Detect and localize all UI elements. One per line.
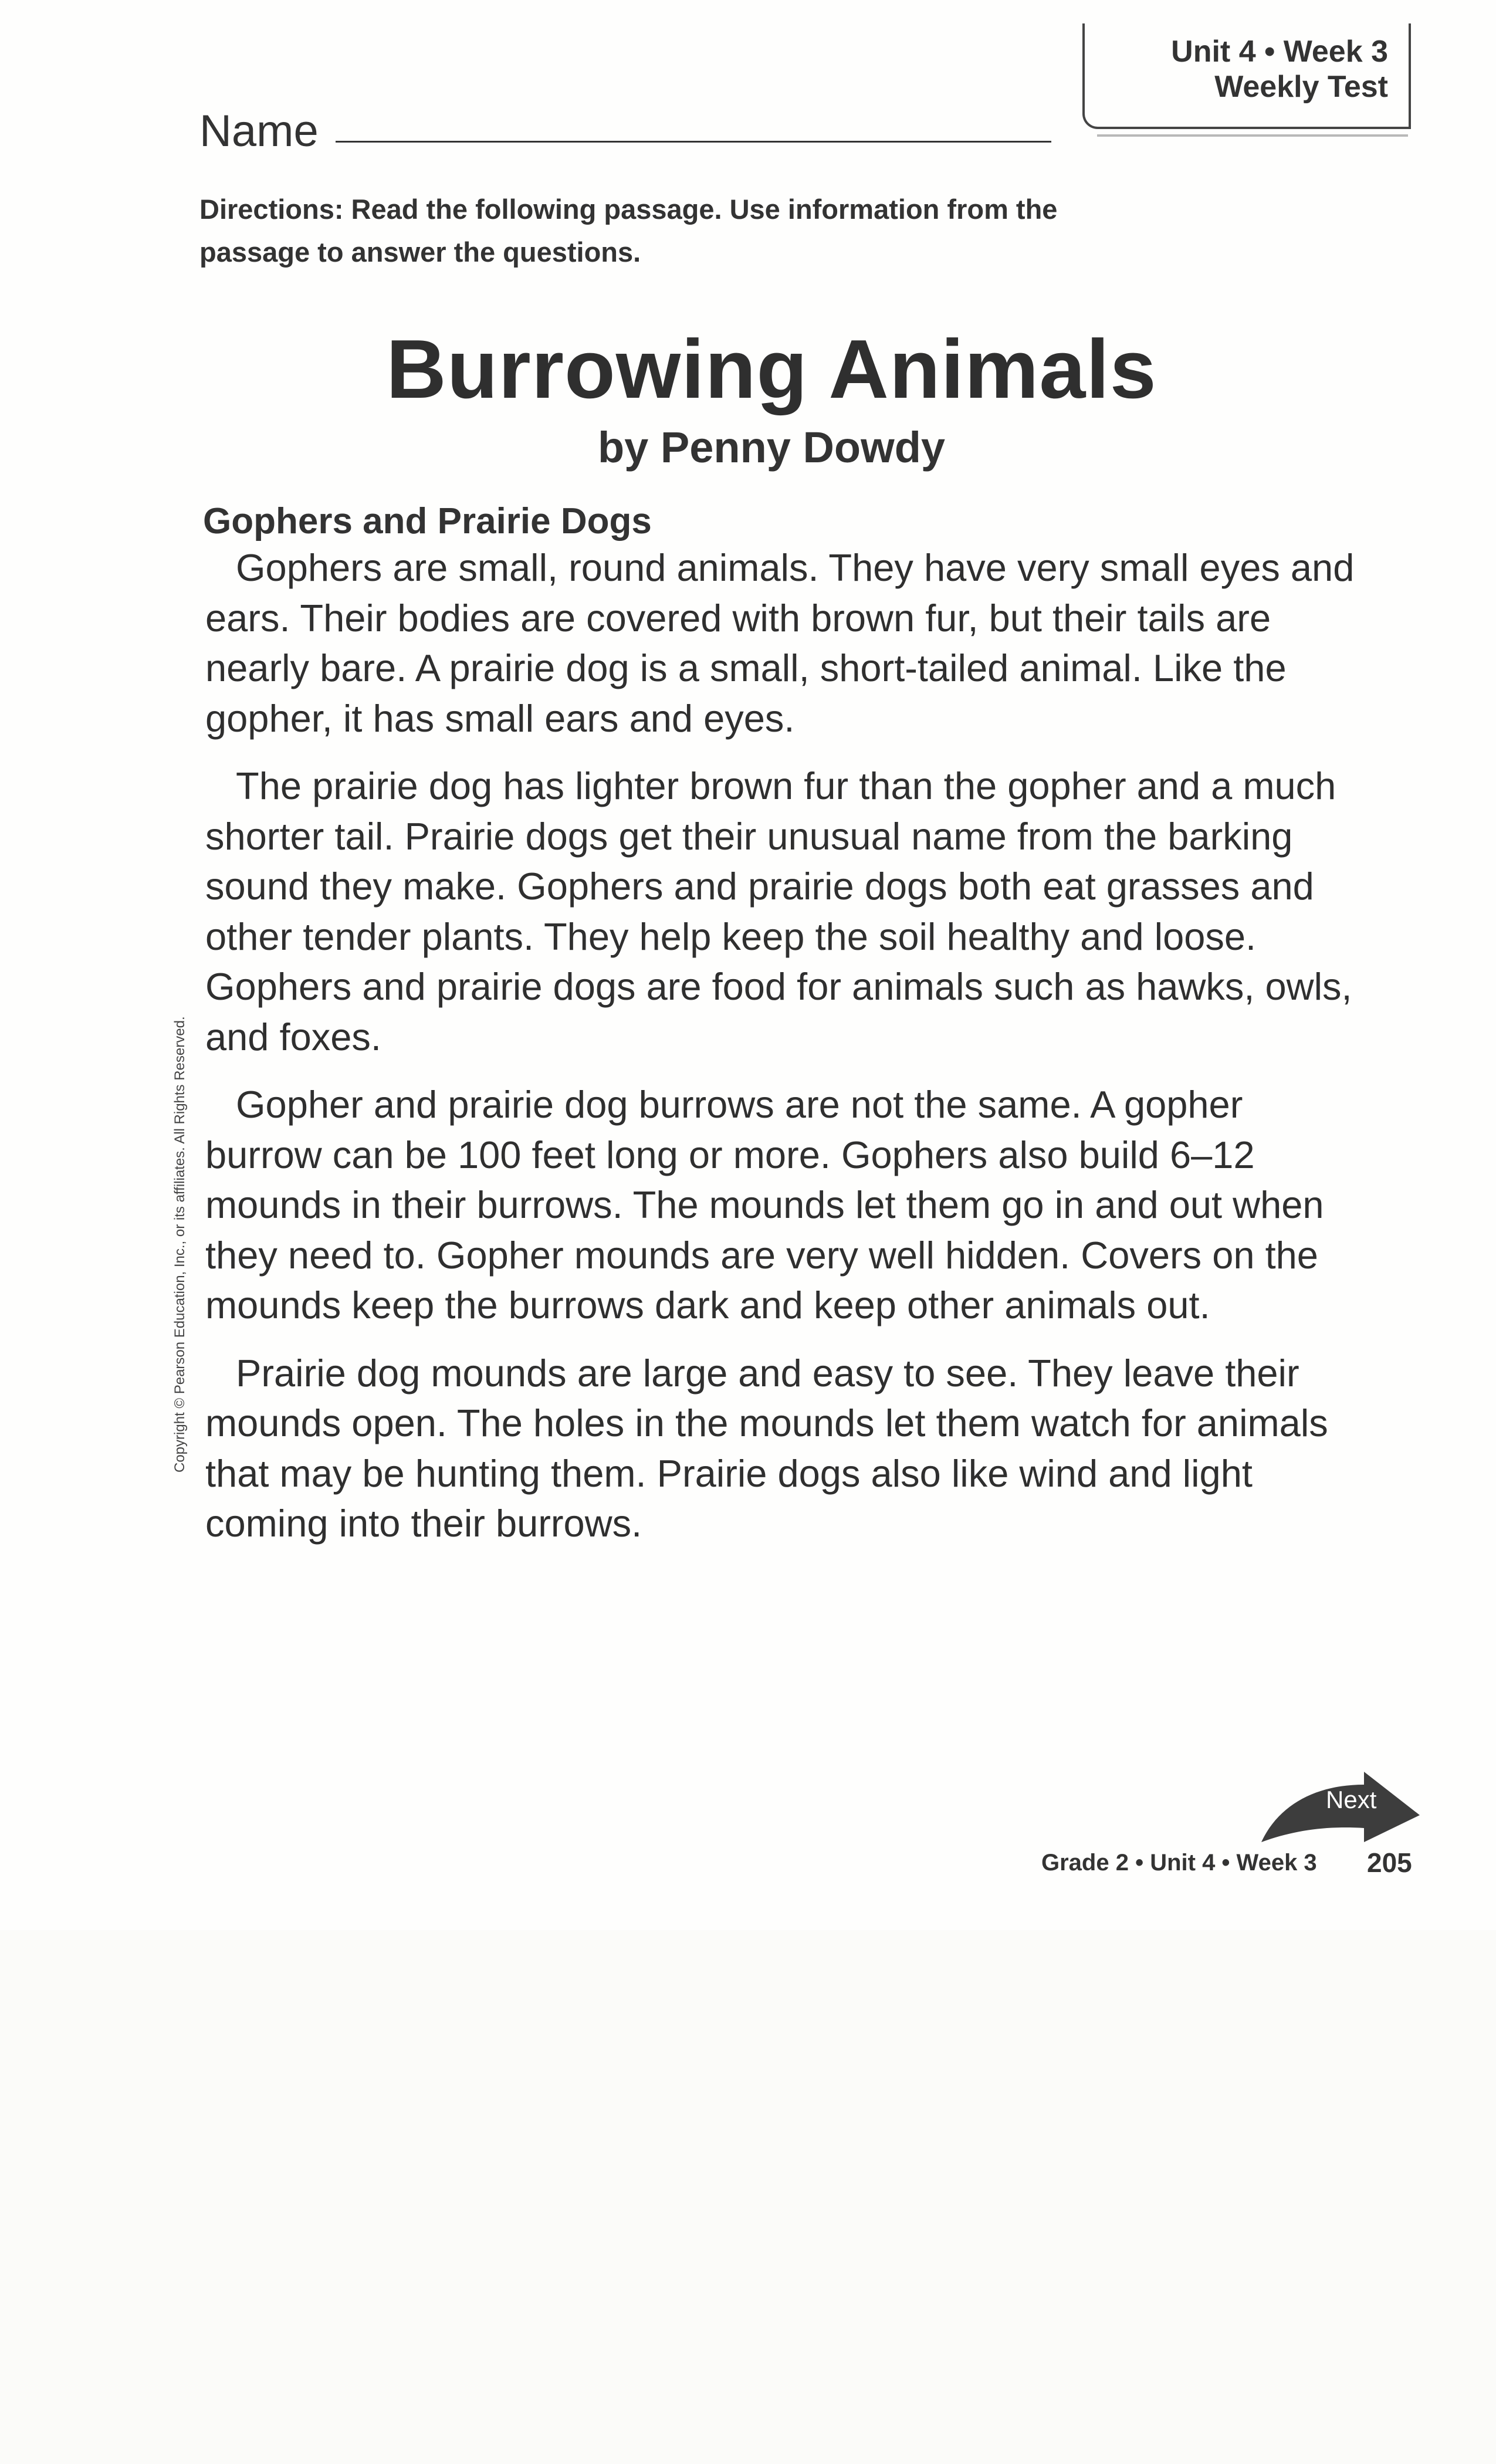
- passage-paragraph: Prairie dog mounds are large and easy to see. They leave their mounds open. The holes in the mounds let them watch for animals that may be hunting them. Prairie dogs also like wind and light coming into their burrows.: [205, 1351, 1328, 1545]
- passage-byline: by Penny Dowdy: [597, 423, 946, 472]
- passage-body: [205, 543, 1355, 1566]
- test-type-label: Weekly Test: [1214, 70, 1388, 104]
- copyright-notice: Copyright © Pearson Education, Inc., or its affiliates. All Rights Reserved.: [172, 1016, 188, 1473]
- footer-grade-info: Grade 2 • Unit 4 • Week 3: [1041, 1850, 1317, 1876]
- passage-title: Burrowing Animals: [386, 323, 1157, 416]
- passage-paragraph: The prairie dog has lighter brown fur than the gopher and a much shorter tail. Prairie dogs get their unusual name from the barking sound they make. Gophers and prairie dogs both eat grasses and other tender plants. They help keep the soil healthy and loose. Gophers and prairie dogs are food for animals such as hawks, owls, and foxes.: [205, 764, 1352, 1058]
- name-label: Name: [199, 106, 319, 156]
- header-divider: [1097, 134, 1408, 137]
- passage-paragraph: Gopher and prairie dog burrows are not the same. A gopher burrow can be 100 feet long or more. Gophers also build 6–12 mounds in their burrows. The mounds let them go in and out when they need to. Gopher mounds are very well hidden. Covers on the mounds keep the burrows dark and keep other animals out.: [205, 1083, 1324, 1326]
- name-write-line[interactable]: [336, 141, 1051, 143]
- passage-paragraph: Gophers are small, round animals. They have very small eyes and ears. Their bodies are covered with brown fur, but their tails are nearly bare. A prairie dog is a small, short-tailed animal. Like the gopher, it has small ears and eyes.: [205, 546, 1355, 740]
- page-number: 205: [1367, 1847, 1412, 1878]
- next-label[interactable]: Next: [1326, 1786, 1377, 1813]
- unit-week-header-box: [1082, 23, 1411, 129]
- directions-text: Directions: Read the following passage. Use information from the passage to answer the questions.: [199, 194, 1058, 268]
- unit-week-label: Unit 4 • Week 3: [1171, 35, 1388, 69]
- section-subheading: Gophers and Prairie Dogs: [203, 501, 652, 541]
